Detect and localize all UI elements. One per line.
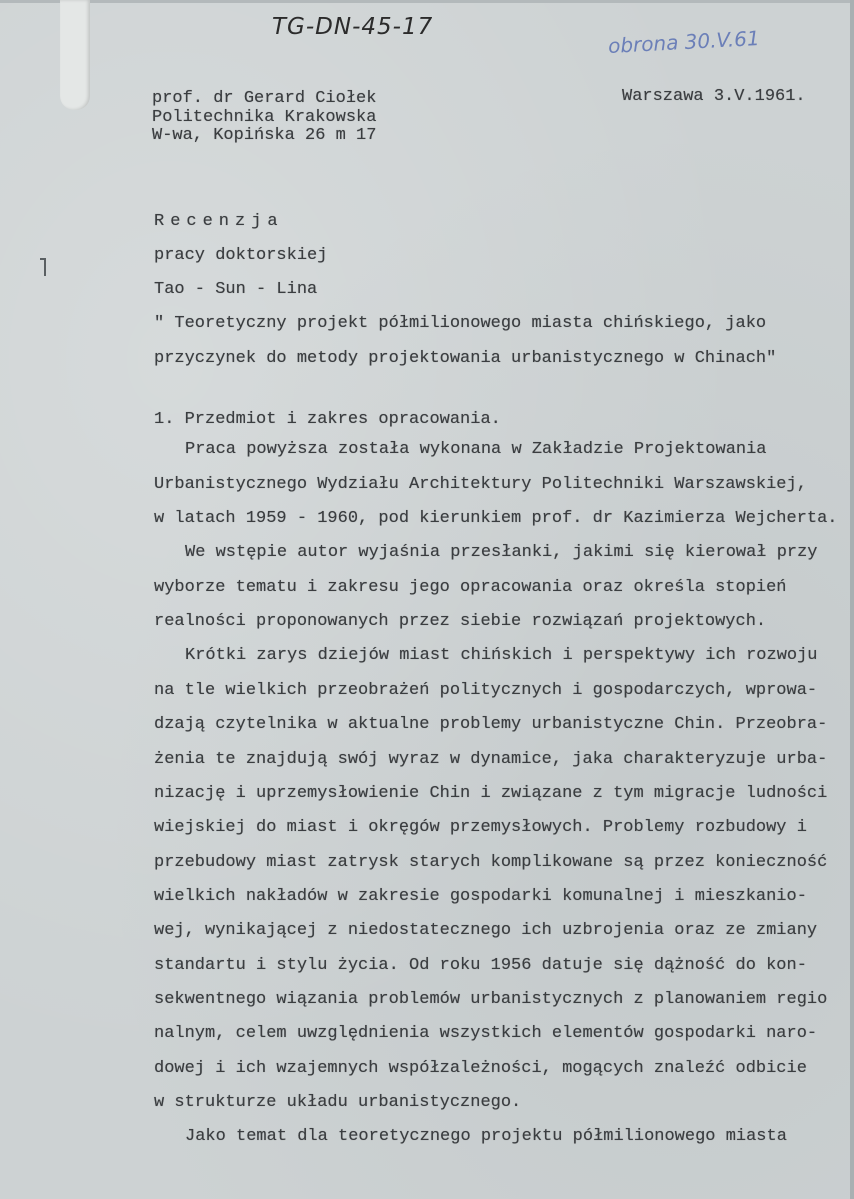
archive-reference: TG-DN-45-17 xyxy=(272,14,434,40)
handwritten-note: obrona 30.V.61 xyxy=(607,26,761,58)
body-line: wyborze tematu i zakresu jego opracowania oraz określa stopień xyxy=(154,578,787,597)
document-title: Recenzja xyxy=(154,212,284,231)
body-line: Praca powyższa została wykonana w Zakładzie Projektowania xyxy=(185,440,767,459)
body-line: nizację i uprzemysłowienie Chin i związane z tym migracje ludności xyxy=(154,784,828,803)
body-line: w latach 1959 - 1960, pod kierunkiem prof. dr Kazimierza Wejcherta. xyxy=(154,509,838,528)
body-line: Jako temat dla teoretycznego projektu półmilionowego miasta xyxy=(185,1127,787,1146)
body-line: wej, wynikającej z niedostatecznego ich uzbrojenia oraz ze zmiany xyxy=(154,921,818,940)
body-line: na tle wielkich przeobrażeń politycznych i gospodarczych, wprowa- xyxy=(154,681,818,700)
binding-mark xyxy=(40,258,46,260)
body-line: w strukturze układu urbanistycznego. xyxy=(154,1093,522,1112)
body-line: realności proponowanych przez siebie rozwiązań projektowych. xyxy=(154,612,767,631)
page-top-edge xyxy=(0,0,854,3)
thesis-title-line: przyczynek do metody projektowania urbanistycznego w Chinach" xyxy=(154,349,777,368)
section-heading: 1. Przedmiot i zakres opracowania. xyxy=(154,410,501,429)
body-line: nalnym, celem uwzględnienia wszystkich elementów gospodarki naro- xyxy=(154,1024,818,1043)
sender-institution: Politechnika Krakowska xyxy=(152,108,377,127)
place-date: Warszawa 3.V.1961. xyxy=(622,87,806,106)
thesis-author: Tao - Sun - Lina xyxy=(154,280,318,299)
page-right-edge xyxy=(850,0,854,1199)
binding-tab xyxy=(60,0,90,110)
sender-address: W-wa, Kopińska 26 m 17 xyxy=(152,126,377,145)
body-line: We wstępie autor wyjaśnia przesłanki, jakimi się kierował przy xyxy=(185,543,818,562)
body-line: przebudowy miast zatrysk starych komplikowane są przez konieczność xyxy=(154,853,828,872)
binding-mark xyxy=(44,258,46,276)
body-line: standartu i stylu życia. Od roku 1956 datuje się dążność do kon- xyxy=(154,956,807,975)
body-line: dzają czytelnika w aktualne problemy urbanistyczne Chin. Przeobra- xyxy=(154,715,828,734)
body-line: Krótki zarys dziejów miast chińskich i perspektywy ich rozwoju xyxy=(185,646,818,665)
body-line: wielkich nakładów w zakresie gospodarki komunalnej i mieszkanio- xyxy=(154,887,807,906)
body-line: dowej i ich wzajemnych współzależności, mogących znaleźć odbicie xyxy=(154,1059,807,1078)
body-line: żenia te znajdują swój wyraz w dynamice, jaka charakteryzuje urba- xyxy=(154,750,828,769)
thesis-title-line: " Teoretyczny projekt półmilionowego miasta chińskiego, jako xyxy=(154,314,767,333)
sender-name: prof. dr Gerard Ciołek xyxy=(152,89,377,108)
body-line: sekwentnego wiązania problemów urbanistycznych z planowaniem regio xyxy=(154,990,828,1009)
body-line: wiejskiej do miast i okręgów przemysłowych. Problemy rozbudowy i xyxy=(154,818,807,837)
document-subtitle: pracy doktorskiej xyxy=(154,246,328,265)
body-line: Urbanistycznego Wydziału Architektury Politechniki Warszawskiej, xyxy=(154,475,807,494)
